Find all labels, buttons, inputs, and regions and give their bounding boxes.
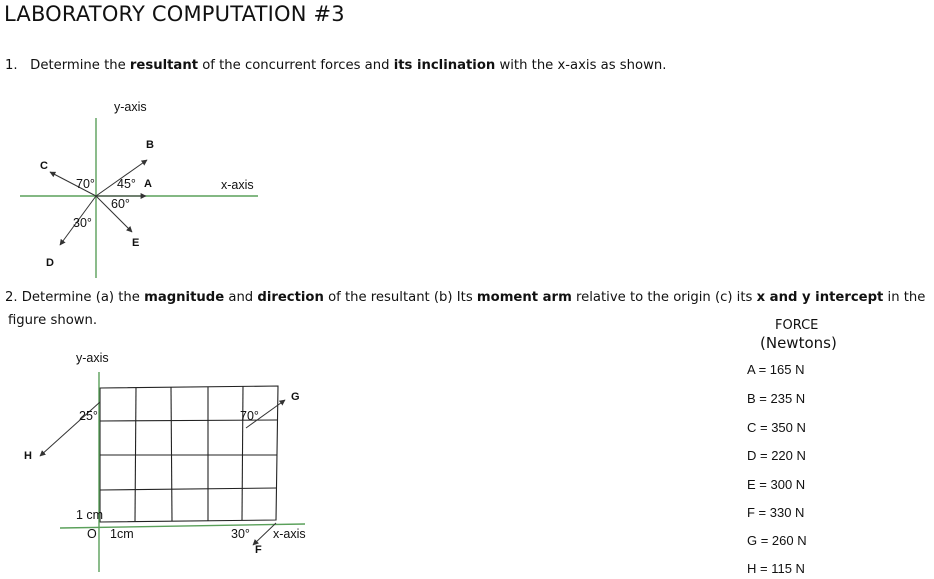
fig2-angle-25: 25° — [79, 409, 98, 423]
fig1-label-e: E — [132, 237, 140, 249]
question-2-text-3: of the resultant (b) Its — [323, 290, 477, 305]
fig1-label-c: C — [40, 160, 48, 172]
question-1-text-3: with the x-axis as shown. — [495, 58, 667, 73]
question-1-bold-resultant: resultant — [129, 58, 199, 73]
question-2-bold-intercept: x and y intercept — [756, 290, 884, 305]
fig1-x-axis-label: x-axis — [221, 178, 254, 192]
fig2-origin-label: O — [87, 527, 97, 541]
fig2-scale-label-horizontal: 1cm — [110, 527, 134, 541]
force-row-b: B = 235 N — [747, 391, 806, 406]
question-2-bold-direction: direction — [257, 290, 324, 305]
fig1-angle-45: 45° — [117, 177, 136, 191]
fig2-angle-70: 70° — [240, 409, 259, 423]
question-2-bold-moment-arm: moment arm — [476, 290, 572, 305]
fig1-y-axis-label: y-axis — [114, 100, 147, 114]
fig2-x-axis-label: x-axis — [273, 527, 306, 541]
force-table-heading: FORCE — [775, 318, 819, 333]
fig1-label-b: B — [146, 139, 154, 151]
force-row-h: H = 115 N — [747, 561, 805, 576]
question-2-text-2: and — [224, 290, 258, 305]
force-table-unit: (Newtons) — [760, 334, 837, 352]
question-2 — [5, 290, 925, 305]
fig1-angle-60: 60° — [111, 197, 130, 211]
fig1-label-d: D — [46, 257, 54, 269]
question-2-text-4: relative to the origin (c) its — [571, 290, 757, 305]
question-1-bold-inclination: its inclination — [393, 58, 496, 73]
force-row-g: G = 260 N — [747, 533, 807, 548]
force-row-a: A = 165 N — [747, 362, 805, 377]
question-2-line-2: figure shown. — [8, 313, 98, 328]
fig1-label-a: A — [144, 178, 152, 190]
fig2-y-axis-label: y-axis — [76, 351, 109, 365]
fig1-angle-70: 70° — [76, 177, 95, 191]
question-2-bold-magnitude: magnitude — [144, 290, 225, 305]
force-row-c: C = 350 N — [747, 420, 806, 435]
fig2-label-h: H — [24, 450, 32, 462]
fig2-scale-label-vertical: 1 cm — [76, 508, 104, 522]
page-title: LABORATORY COMPUTATION #3 — [4, 2, 345, 26]
question-1-text-1: Determine the — [30, 58, 130, 73]
force-row-d: D = 220 N — [747, 448, 806, 463]
force-row-e: E = 300 N — [747, 477, 806, 492]
question-1-text-2: of the concurrent forces and — [198, 58, 394, 73]
fig2-label-g: G — [291, 391, 300, 403]
fig2-grid — [100, 386, 278, 522]
fig2-angle-30: 30° — [231, 527, 250, 541]
force-row-f: F = 330 N — [747, 505, 805, 520]
question-2-text-5: in the — [883, 290, 926, 305]
question-2-text-1: 2. Determine (a) the — [5, 290, 145, 305]
fig2-label-f: F — [255, 544, 262, 556]
fig1-angle-30: 30° — [73, 216, 92, 230]
question-1-number: 1. — [5, 58, 18, 73]
